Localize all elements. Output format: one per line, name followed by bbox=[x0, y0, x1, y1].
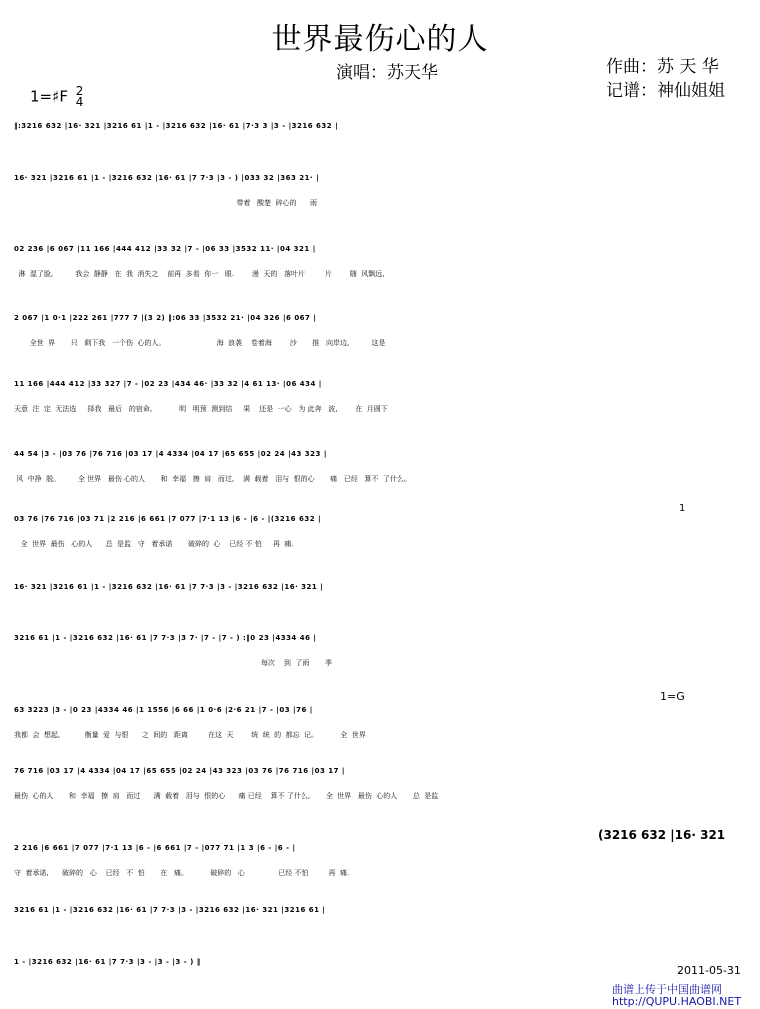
notation-line: 76 716 |03 17 |4 4334 |04 17 |65 655 |02 24 |43 323 |03 76 |76 716 |03 17 | bbox=[14, 767, 345, 775]
notation-line: 44 54 |3 - |03 76 |76 716 |03 17 |4 4334 |04 17 |65 655 |02 24 |43 323 | bbox=[14, 450, 327, 458]
notation-line: 2 067 |1 0·1 |222 261 |777 7 |(3 2) ‖:06 33 |3532 21· |04 326 |6 067 | bbox=[14, 314, 317, 322]
notation-line: 16· 321 |3216 61 |1 - |3216 632 |16· 61 |7 7·3 |3 - |3216 632 |16· 321 | bbox=[14, 583, 324, 591]
ending-note-overlay: (3216 632 |16· 321 bbox=[598, 828, 726, 842]
lyrics-line: 淋 湿了脸, 我会 静静 在 我 消失之 前再 多看 你一 眼. 漫 天的 落叶片 片 随 风飘远, bbox=[14, 270, 385, 278]
lyrics-line: 最伤 心的人 和 幸福 擦 肩 而过 满 载着 泪与 恨的心 痛 已经 算不 了什么, 全 世界 最伤 心的人 总 是监 bbox=[14, 792, 439, 800]
key-label: 1=♯F bbox=[30, 87, 68, 106]
credits bbox=[606, 55, 725, 103]
lyrics-line: 全世 界 只 剩下我 一个伤 心的人。 海 浪袭 卷着海 沙 推 向岸边, 这是 bbox=[14, 339, 386, 347]
song-title: 世界最伤心的人 bbox=[271, 22, 489, 57]
time-signature bbox=[76, 86, 84, 108]
notation-line: 1 - |3216 632 |16· 61 |7 7·3 |3 - |3 - |3 - ) ‖ bbox=[14, 958, 201, 966]
lyrics-line: 全 世界 最伤 心的人 总 是监 守 着承诺 破碎的 心 已经 不 怕 再 痛. bbox=[14, 540, 294, 548]
notation-line: 16· 321 |3216 61 |1 - |3216 632 |16· 61 |7 7·3 |3 - ) |033 32 |363 21· | bbox=[14, 174, 320, 182]
notation-line: 02 236 |6 067 |11 166 |444 412 |33 32 |7 - |06 33 |3532 11· |04 321 | bbox=[14, 245, 316, 253]
repeat-ending-marker: 1 bbox=[679, 503, 686, 514]
notation-line: 03 76 |76 716 |03 71 |2 216 |6 661 |7 077 |7·1 13 |6 - |6 - |(3216 632 | bbox=[14, 515, 322, 523]
time-bottom: 4 bbox=[75, 95, 84, 109]
footer-line1: 曲谱上传于中国曲谱网 bbox=[612, 983, 722, 996]
footer-url: http://QUPU.HAOBI.NET bbox=[612, 995, 742, 1008]
lyrics-line: 风 中挣 脱。 全 世界 最伤 心的人 和 幸福 擦 肩 而过, 满 载着 泪与 恨的心 痛 已经 算不 了什么。 bbox=[14, 475, 411, 483]
transcription-date: 2011-05-31 bbox=[677, 964, 741, 977]
composer-credit: 作曲：苏 天 华 bbox=[606, 57, 719, 77]
transcriber-credit: 记谱：神仙姐姐 bbox=[606, 81, 725, 101]
site-footer bbox=[612, 984, 741, 1008]
lyrics-line: 每次 到 了雨 季 bbox=[14, 659, 332, 667]
notation-line: 11 166 |444 412 |33 327 |7 - |02 23 |434 46· |33 32 |4 61 13· |06 434 | bbox=[14, 380, 322, 388]
time-top: 2 bbox=[75, 84, 84, 98]
notation-line: 63 3223 |3 - |0 23 |4334 46 |1 1556 |6 66 |1 0·6 |2·6 21 |7 - |03 |76 | bbox=[14, 706, 313, 714]
notation-line: 2 216 |6 661 |7 077 |7·1 13 |6 - |6 661 |7 - |077 71 |1 3 |6 - |6 - | bbox=[14, 844, 296, 852]
singer-credit: 演唱：苏天华 bbox=[336, 63, 438, 83]
lyrics-line: 我都 会 想起, 衡量 爱 与恨 之 间的 距离 在这 天 统 统 的 都忘 记。 全 世界 bbox=[14, 731, 366, 739]
lyrics-line: 带着 酸楚 碎心的 雨 bbox=[14, 199, 317, 207]
lyrics-line: 守 着承诺, 破碎的 心 已经 不 怕 在 痛。 破碎的 心 已经 不怕 再 痛. bbox=[14, 869, 350, 877]
key-signature bbox=[30, 86, 83, 108]
key-change-marker: 1=G bbox=[660, 690, 685, 703]
notation-line: 3216 61 |1 - |3216 632 |16· 61 |7 7·3 |3 7· |7 - |7 - ) :‖0 23 |4334 46 | bbox=[14, 634, 317, 642]
notation-line: ‖:3216 632 |16· 321 |3216 61 |1 - |3216 632 |16· 61 |7·3 3 |3 - |3216 632 | bbox=[14, 122, 339, 130]
lyrics-line: 天意 注 定 无法选 择我 最后 的宿命。 明 明预 测到结 果 还是 一心 为 此奔 波, 在 月圆下 bbox=[14, 405, 388, 413]
notation-line: 3216 61 |1 - |3216 632 |16· 61 |7 7·3 |3 - |3216 632 |16· 321 |3216 61 | bbox=[14, 906, 326, 914]
